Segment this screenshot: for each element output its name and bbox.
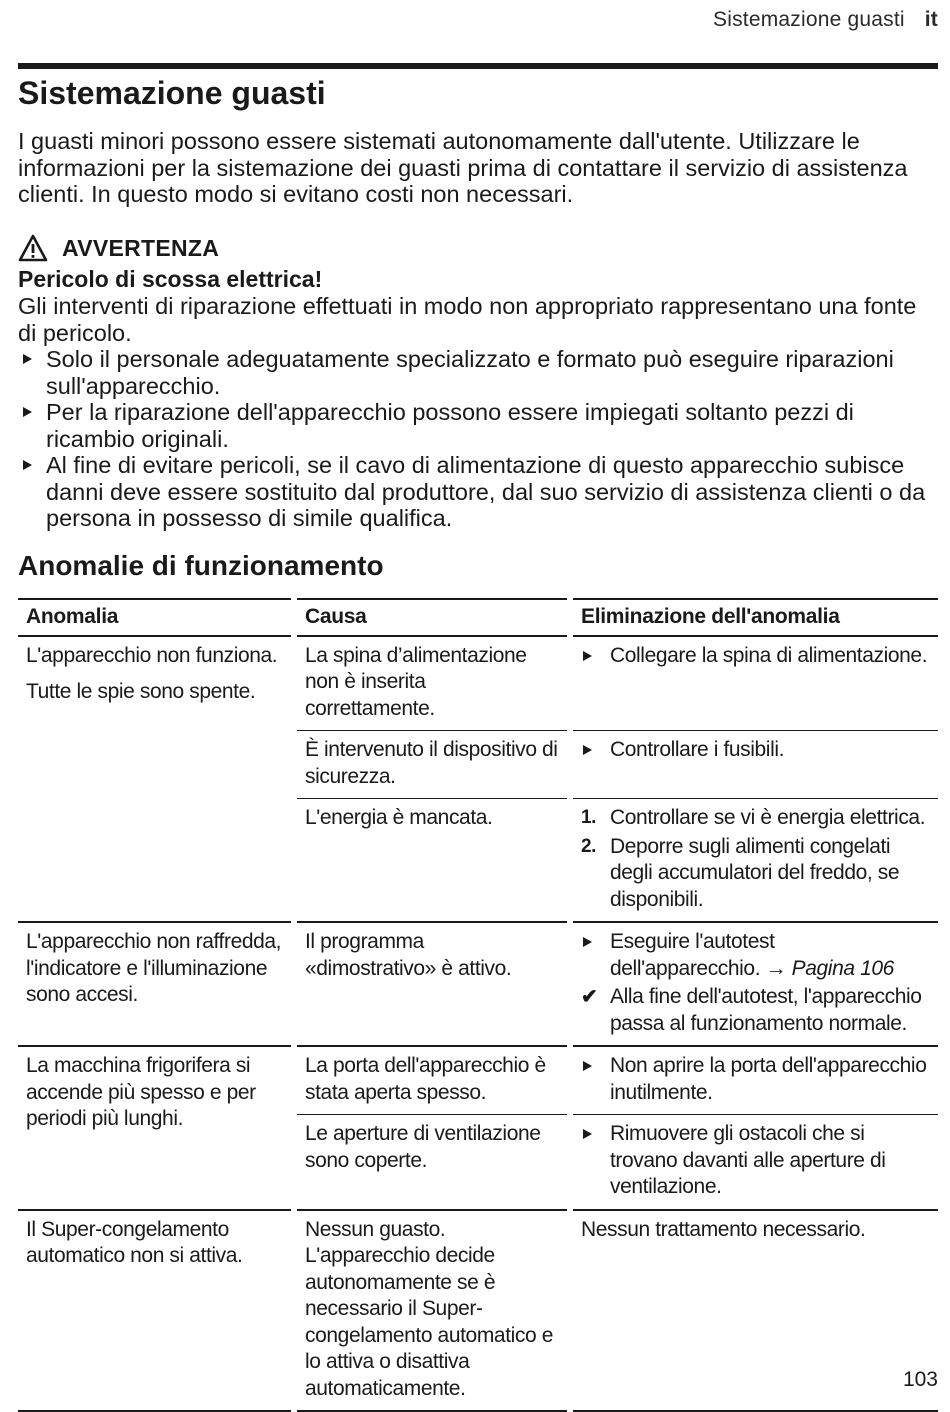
checkmark-icon: ✔ — [581, 986, 598, 1008]
cause-text: È intervenuto il dispositivo di sicurezza. — [305, 738, 558, 788]
fix-cell — [570, 799, 938, 923]
warning-list-item — [18, 399, 930, 452]
table-header-row — [18, 599, 938, 636]
anomaly-text: Tutte le spie sono spente. — [26, 680, 256, 703]
warning-list-item — [18, 452, 930, 532]
anomaly-cell — [18, 1046, 294, 1210]
bullet-arrow-icon — [23, 460, 32, 470]
fix-text: Deporre sugli alimenti congelati degli accumulatori del freddo, se disponibili. — [610, 834, 900, 911]
fix-text: Controllare i fusibili. — [610, 738, 785, 761]
page-number: 103 — [902, 1368, 938, 1391]
column-header-fix: Eliminazione dell'anomalia — [570, 599, 938, 636]
section-title: Anomalie di funzionamento — [18, 550, 384, 581]
step-number: 2. — [581, 835, 597, 857]
link-arrow-icon: → — [765, 956, 787, 980]
fix-step — [581, 929, 930, 982]
anomaly-text: L'apparecchio non funziona. — [26, 643, 278, 667]
fix-text: Rimuovere gli ostacoli che si trovano davanti alle aperture di ventilazione. — [610, 1122, 886, 1198]
fix-text: Collegare la spina di alimentazione. — [610, 643, 928, 667]
table-row — [18, 636, 938, 731]
cause-text: Il programma «dimostrativo» è attivo. — [305, 930, 512, 980]
fix-text: Controllare se vi è energia elettrica. — [610, 806, 926, 829]
fix-step — [581, 737, 930, 764]
cause-text: La spina d’alimentazione non è inserita correttamente. — [305, 643, 527, 720]
fix-cell — [570, 731, 938, 799]
bullet-arrow-icon — [583, 1061, 592, 1071]
cause-text: L'energia è mancata. — [305, 806, 493, 829]
language-code: it — [924, 8, 938, 31]
column-header-cause: Causa — [294, 599, 570, 636]
header-rule — [18, 63, 938, 69]
intro-paragraph: I guasti minori possono essere sistemati autonomamente dall'utente. Utilizzare le informazioni per la sistemazione dei guasti prima di contattare il servizio di assistenza clienti. In questo modo si evitano costi non necessari. — [18, 128, 908, 207]
fix-step — [581, 643, 930, 670]
anomaly-cell — [18, 1210, 294, 1412]
anomaly-text: L'apparecchio non raffredda, l'indicatore e l'illuminazione sono accesi. — [26, 930, 282, 1006]
cause-cell — [294, 1115, 570, 1210]
cause-cell — [294, 636, 570, 731]
anomaly-text: Il Super-congelamento automatico non si attiva. — [26, 1217, 243, 1267]
warning-subtitle: Pericolo di scossa elettrica! — [18, 266, 323, 292]
cause-cell — [294, 1210, 570, 1412]
anomaly-cell — [18, 922, 294, 1046]
fix-text: Nessun trattamento necessario. — [581, 1217, 866, 1241]
running-header — [713, 8, 938, 32]
fix-step — [581, 1053, 930, 1106]
cause-cell — [294, 731, 570, 799]
table-row — [18, 1210, 938, 1412]
cause-text: La porta dell'apparecchio è stata aperta spesso. — [305, 1054, 546, 1104]
warning-box — [18, 230, 930, 532]
column-header-anomaly: Anomalia — [18, 599, 294, 636]
cause-cell — [294, 799, 570, 923]
warning-list-item — [18, 346, 930, 399]
bullet-arrow-icon — [583, 1129, 592, 1139]
bullet-arrow-icon — [583, 937, 592, 947]
fix-cell — [570, 1210, 938, 1412]
fix-cell — [570, 1115, 938, 1210]
anomaly-text: La macchina frigorifera si accende più spesso e per periodi più lunghi. — [26, 1054, 256, 1130]
fix-step — [581, 1121, 930, 1201]
fix-step — [581, 805, 930, 832]
anomaly-cell — [18, 636, 294, 923]
cause-text: Nessun guasto. L'apparecchio decide autonomamente se è necessario il Super-congelamento automatico e lo attiva o disattiva automaticamente. — [305, 1217, 553, 1400]
table-row — [18, 1046, 938, 1115]
bullet-arrow-icon — [583, 651, 592, 661]
cause-cell — [294, 1046, 570, 1115]
warning-item-text: Al fine di evitare pericoli, se il cavo di alimentazione di questo apparecchio subisce danni deve essere sostituito dal produttore, dal suo servizio di assistenza clienti o da persona in possesso di simile qualifica. — [46, 452, 926, 531]
fix-cell — [570, 1046, 938, 1115]
fix-cell — [570, 636, 938, 731]
warning-triangle-icon — [18, 233, 48, 263]
table-row — [18, 922, 938, 1046]
page-reference-link[interactable]: Pagina 106 — [791, 956, 894, 980]
warning-title: AVVERTENZA — [62, 234, 220, 261]
fix-cell — [570, 922, 938, 1046]
cause-text: Le aperture di ventilazione sono coperte. — [305, 1122, 541, 1172]
fix-text: Non aprire la porta dell'apparecchio inutilmente. — [610, 1054, 927, 1104]
fix-result — [581, 984, 930, 1037]
fix-text: Eseguire l'autotest dell'apparecchio. — [610, 930, 775, 980]
running-header-section: Sistemazione guasti — [713, 8, 905, 31]
bullet-arrow-icon — [23, 407, 32, 417]
troubleshooting-table — [18, 598, 938, 1412]
warning-item-text: Per la riparazione dell'apparecchio possono essere impiegati soltanto pezzi di ricambio originali. — [46, 399, 854, 452]
warning-heading — [18, 230, 930, 266]
fix-step — [581, 834, 930, 914]
warning-list — [18, 346, 930, 532]
warning-text: Gli interventi di riparazione effettuati in modo non appropriato rappresentano una fonte di pericolo. — [18, 293, 917, 346]
cause-cell — [294, 922, 570, 1046]
step-number: 1. — [581, 807, 597, 828]
warning-item-text: Solo il personale adeguatamente specializzato e formato può eseguire riparazioni sull'apparecchio. — [46, 346, 894, 399]
page-title: Sistemazione guasti — [18, 75, 326, 111]
bullet-arrow-icon — [583, 745, 592, 755]
bullet-arrow-icon — [23, 354, 32, 364]
fix-text: Alla fine dell'autotest, l'apparecchio passa al funzionamento normale. — [610, 985, 922, 1035]
